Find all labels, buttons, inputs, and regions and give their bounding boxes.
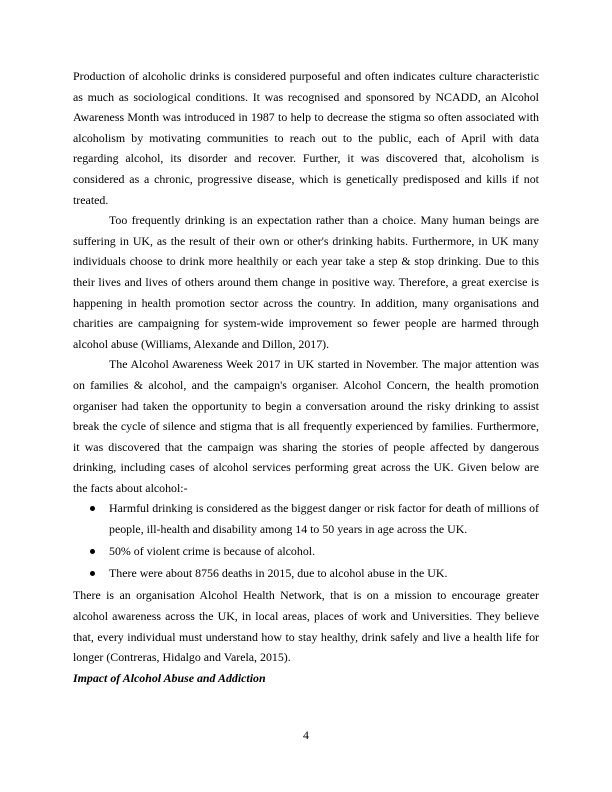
page-body [73, 66, 539, 688]
list-item [73, 498, 539, 539]
page-number: 4 [303, 728, 309, 742]
section-heading: Impact of Alcohol Abuse and Addiction [73, 670, 266, 685]
alcohol-facts-list [73, 498, 539, 583]
bullet-icon [90, 571, 95, 576]
paragraph-health-network: There is an organisation Alcohol Health Network, that is on a mission to encourage greater alcohol awareness across the UK, in local areas, places of work and Universities. They believe that, every individual must understand how to stay healthy, drink safely and live a health life for longer (Contreras, Hidalgo and Varela, 2015). [73, 588, 539, 665]
list-item-text: There were about 8756 deaths in 2015, due to alcohol abuse in the UK. [109, 566, 448, 581]
list-item-text: Harmful drinking is considered as the biggest danger or risk factor for death of millions of people, ill-health and disability among 14 to 50 years in age across the UK. [109, 501, 539, 537]
list-item [73, 563, 539, 584]
list-item-text: 50% of violent crime is because of alcohol. [109, 544, 316, 559]
bullet-icon [90, 506, 95, 511]
paragraph-ncadd: Production of alcoholic drinks is considered purposeful and often indicates culture characteristic as much as sociological conditions. It was recognised and sponsored by NCADD, an Alcohol Awareness Month was introduced in 1987 to help to decrease the stigma so often associated with alcoholism by motivating communities to reach out to the public, each of April with data regarding alcohol, its disorder and recover. Further, it was discovered that, alcoholism is considered as a chronic, progressive disease, which is genetically predisposed and kills if not treated. [73, 69, 539, 207]
bullet-icon [90, 549, 95, 554]
paragraph-awareness-week: The Alcohol Awareness Week 2017 in UK started in November. The major attention was on families & alcohol, and the campaign's organiser. Alcohol Concern, the health promotion organiser had taken the opportunity to begin a conversation around the risky drinking to assist break the cycle of silence and stigma that is all frequently experienced by families. Furthermore, it was discovered that the campaign was sharing the stories of people affected by dangerous drinking, including cases of alcohol services performing great across the UK. Given below are the facts about alcohol:- [73, 357, 539, 495]
paragraph-drinking-habits: Too frequently drinking is an expectation rather than a choice. Many human beings are suffering in UK, as the result of their own or other's drinking habits. Furthermore, in UK many individuals choose to drink more healthily or each year take a step & stop drinking. Due to this their lives and lives of others around them change in positive way. Therefore, a great exercise is happening in health promotion sector across the country. In addition, many organisations and charities are campaigning for system-wide improvement so fewer people are harmed through alcohol abuse (Williams, Alexande and Dillon, 2017). [73, 213, 539, 351]
list-item [73, 541, 539, 562]
